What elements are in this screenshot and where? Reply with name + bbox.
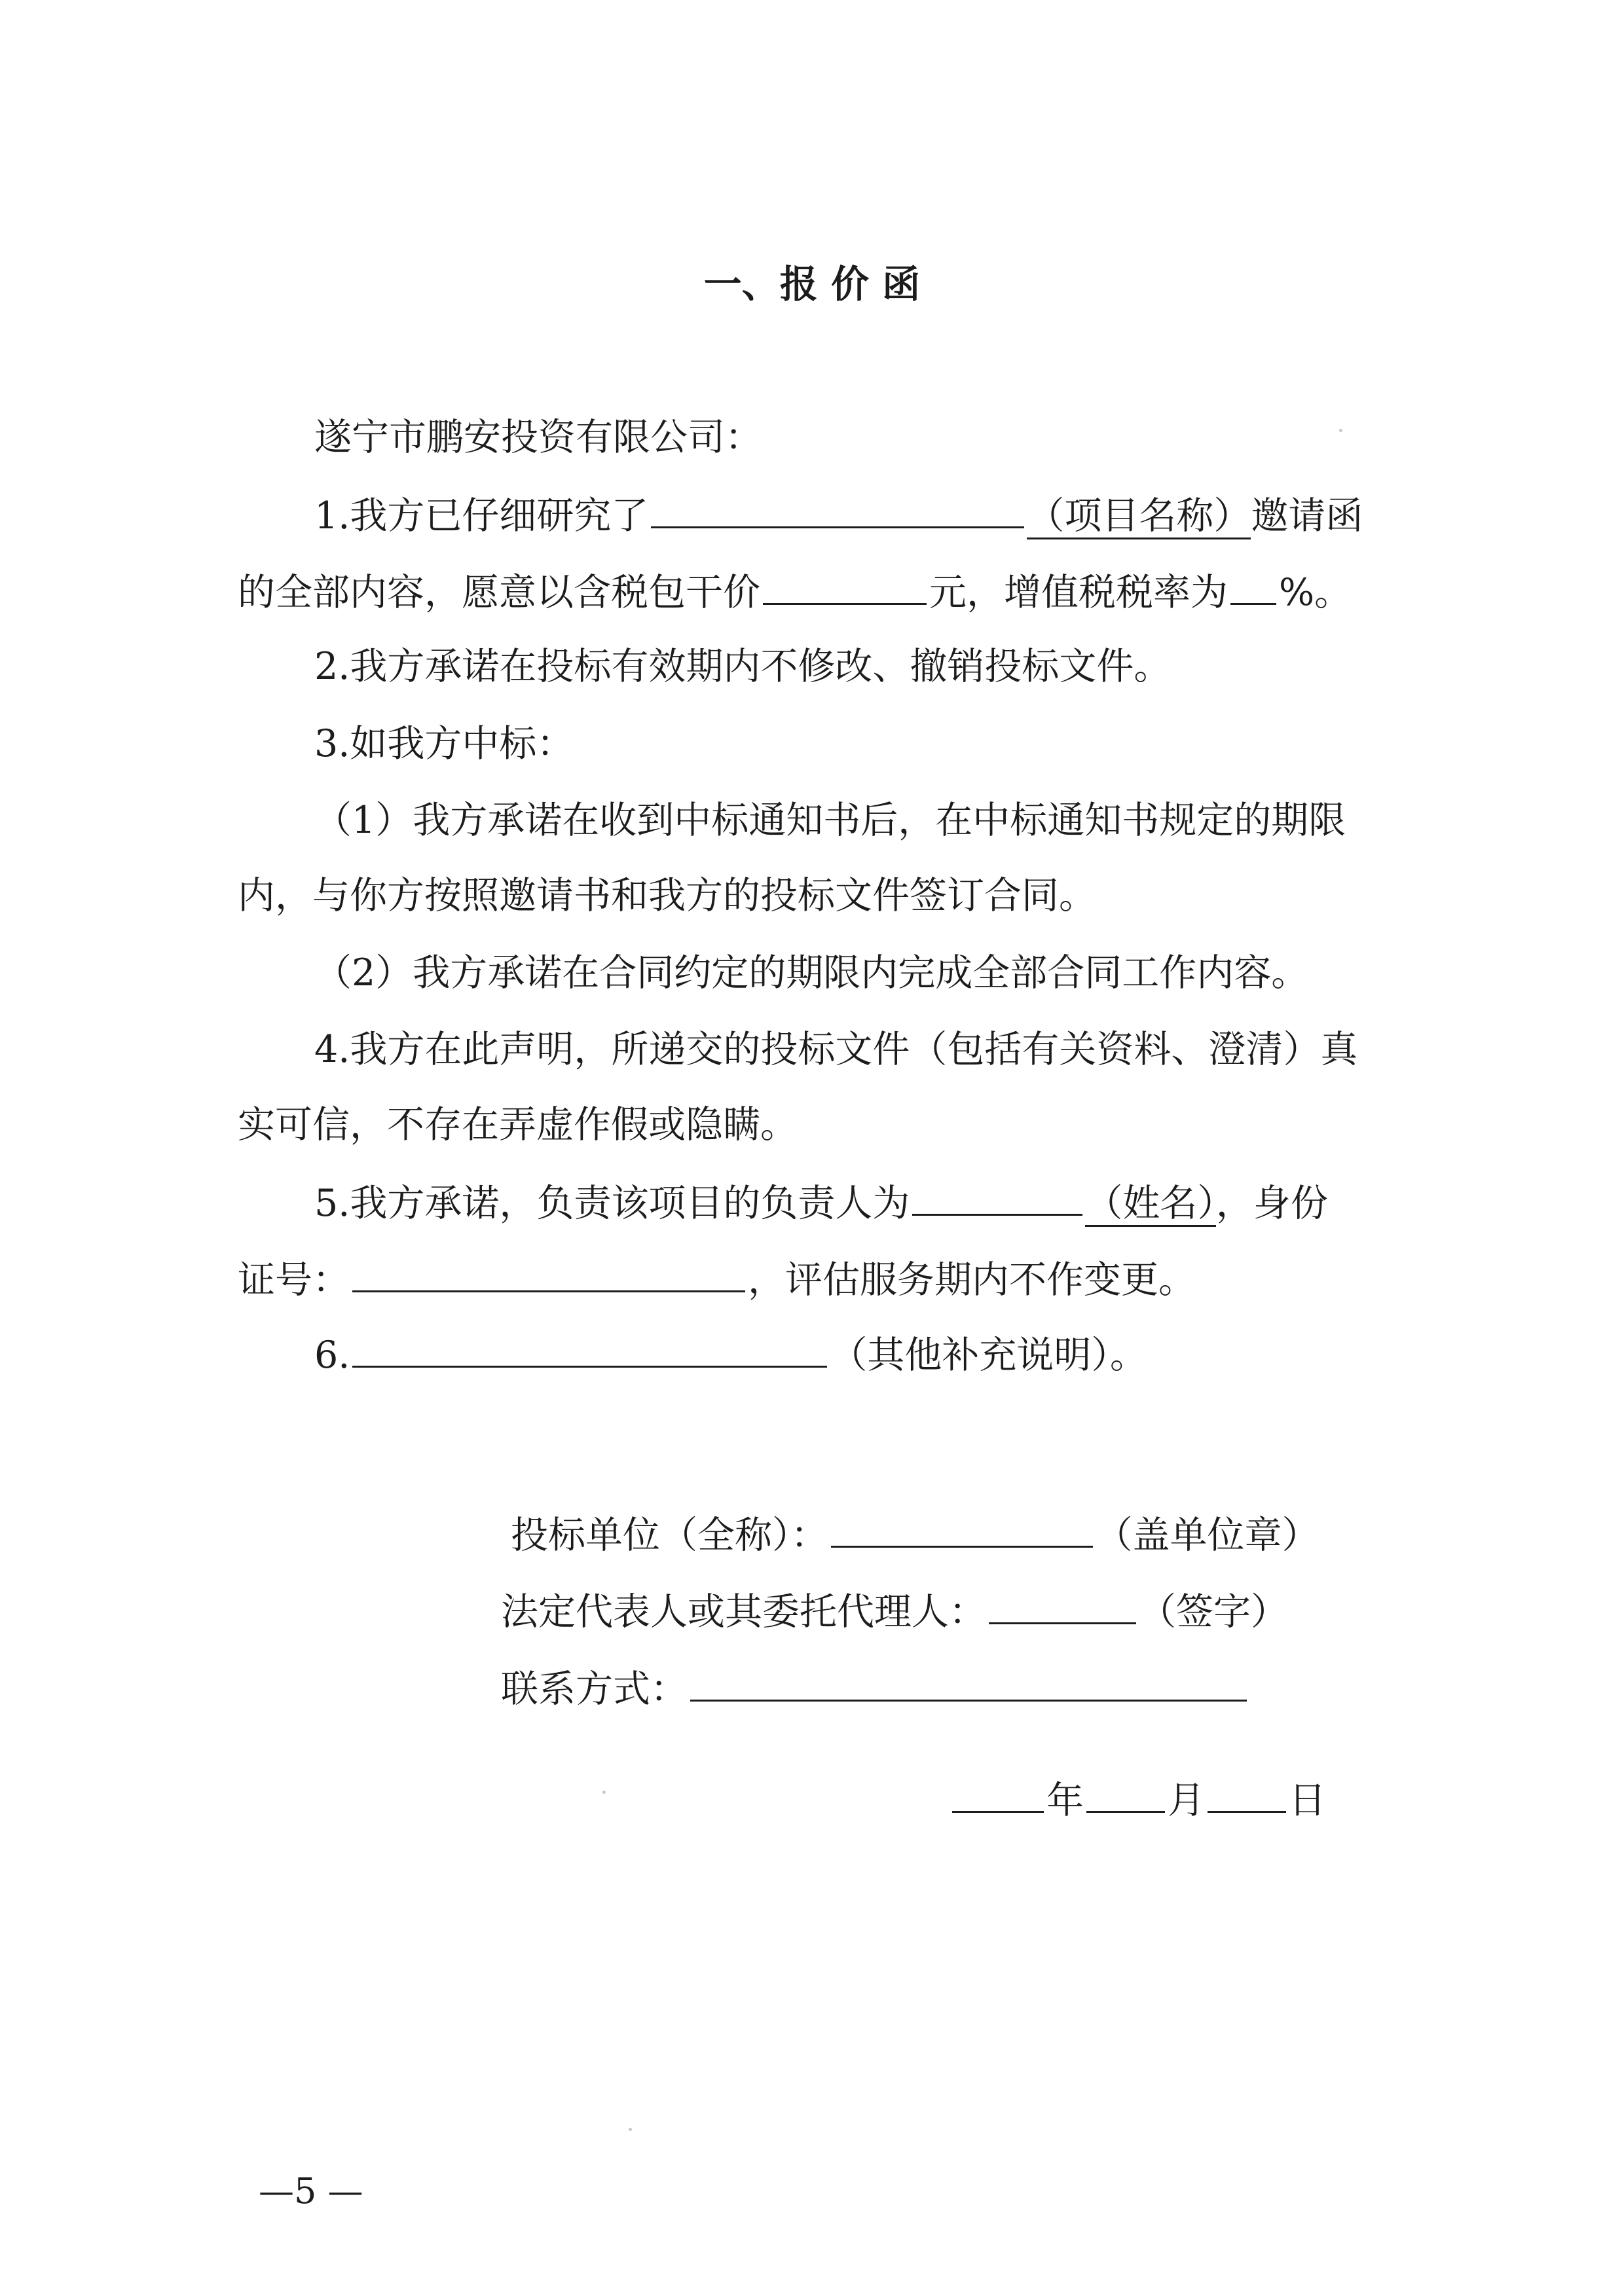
bidder-blank[interactable] [831, 1516, 1093, 1548]
scan-speck [629, 2128, 632, 2131]
item-5-line-2 [238, 1258, 1196, 1302]
project-name-hint: （项目名称） [1027, 494, 1251, 539]
responsible-name-blank[interactable] [912, 1184, 1082, 1216]
bidder-seal: （盖单位章） [1095, 1514, 1320, 1557]
item-1-prefix: 1.我方已仔细研究了 [314, 494, 649, 538]
item-3-2: （2）我方承诺在合同约定的期限内完成全部合同工作内容。 [314, 951, 1309, 994]
item-4-line-2: 实可信，不存在弄虚作假或隐瞒。 [238, 1103, 798, 1146]
item-5-prefix: 5.我方承诺，负责该项目的负责人为 [314, 1182, 910, 1225]
item-2: 2.我方承诺在投标有效期内不修改、撤销投标文件。 [314, 645, 1172, 688]
representative-line [501, 1592, 1288, 1631]
item-4-line-1: 4.我方在此声明，所递交的投标文件（包括有关资料、澄清）真 [314, 1028, 1358, 1071]
item-1-line-2 [238, 571, 1352, 614]
year-label: 年 [1046, 1779, 1084, 1822]
item-6 [314, 1334, 1147, 1377]
item-3-1-line-2: 内，与你方按照邀请书和我方的投标文件签订合同。 [238, 874, 1096, 917]
date-line [950, 1779, 1326, 1822]
item-1-line-2-prefix: 的全部内容，愿意以含税包干价 [238, 571, 760, 614]
month-blank[interactable] [1086, 1781, 1165, 1813]
project-name-blank[interactable] [651, 496, 1024, 528]
month-label: 月 [1168, 1779, 1205, 1822]
addressee: 遂宁市鹏安投资有限公司： [314, 416, 762, 459]
name-hint: （姓名） [1085, 1182, 1216, 1227]
representative-blank[interactable] [989, 1592, 1136, 1624]
item-6-suffix: （其他补充说明）。 [830, 1334, 1147, 1377]
bidder-line [511, 1514, 1320, 1557]
item-1-line-1 [314, 494, 1363, 538]
item-3: 3.如我方中标： [314, 722, 574, 765]
scan-speck [1339, 429, 1342, 432]
item-1-percent: %。 [1279, 571, 1352, 614]
item-6-prefix: 6. [314, 1334, 350, 1377]
item-5-suffix: ，身份 [1215, 1182, 1328, 1225]
contact-blank[interactable] [690, 1669, 1247, 1702]
price-blank[interactable] [763, 573, 927, 605]
year-blank[interactable] [952, 1781, 1044, 1813]
contact-label: 联系方式： [501, 1667, 688, 1711]
scan-speck [602, 1791, 606, 1794]
item-1-unit-yuan: 元，增值税税率为 [929, 571, 1228, 614]
representative-label: 法定代表人或其委托代理人： [501, 1590, 986, 1633]
day-label: 日 [1289, 1779, 1326, 1822]
bidder-label: 投标单位（全称）： [511, 1514, 828, 1557]
document-title: 一、报 价 函 [703, 262, 921, 306]
id-number-blank[interactable] [352, 1260, 745, 1292]
item-1-suffix: 邀请函 [1251, 494, 1363, 538]
page-number: —5 — [259, 2170, 363, 2212]
contact-line [501, 1667, 1249, 1711]
id-number-label: 证号： [238, 1258, 350, 1302]
item-3-1-line-1: （1）我方承诺在收到中标通知书后，在中标通知书规定的期限 [314, 799, 1346, 842]
item-5-line-2-suffix: ，评估服务期内不作变更。 [748, 1258, 1196, 1302]
day-blank[interactable] [1208, 1781, 1286, 1813]
supplement-blank[interactable] [352, 1336, 827, 1368]
tax-rate-blank[interactable] [1230, 573, 1276, 605]
item-5-line-1 [314, 1182, 1328, 1225]
representative-sign: （签字） [1139, 1590, 1288, 1633]
